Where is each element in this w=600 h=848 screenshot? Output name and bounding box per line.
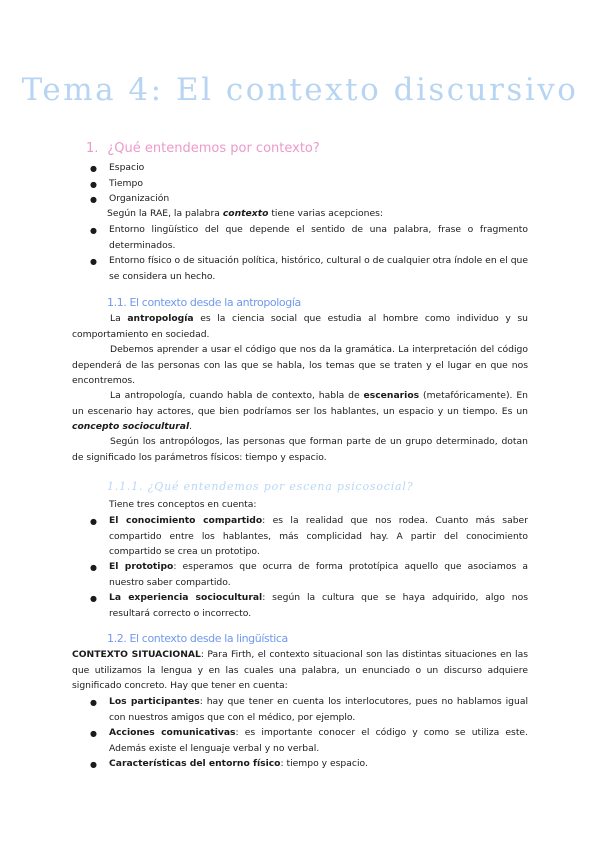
list-item: La experiencia sociocultural: según la cultura que se haya adquirido, algo nos resultará correcto o incorrecto. [109,592,528,619]
list-item: Espacio [109,162,145,173]
bullet-icon: ● [90,164,97,173]
list-item: Características del entorno físico: tiempo y espacio. [109,758,368,769]
list-item: Organización [109,193,170,204]
list-item: Los participantes: hay que tener en cuenta los interlocutores, pues no hablamos igual con nuestros amigos que con el médico, por ejemplo. [109,696,528,723]
rae-intro: Según la RAE, la palabra contexto tiene varias acepciones: [107,208,384,219]
paragraph: La antropología, cuando habla de contexto, habla de escenarios (metafóricamente). En un escenario hay actores, que bien podríamos ser los hablantes, un espacio y un tiempo. Es un concepto sociocultural. [72,390,528,433]
paragraph: Según los antropólogos, las personas que forman parte de un grupo determinado, dotan de significado los parámetros físicos: tiempo y espacio. [72,436,528,463]
section-1-heading [86,141,320,156]
paragraph: Tiene tres conceptos en cuenta: [109,499,257,510]
list-item: Acciones comunicativas: es importante conocer el código y como se utiliza este. Además existe el lenguaje verbal y no verbal. [109,727,528,754]
section-1-1-1-heading: 1.1.1. ¿Qué entendemos por escena psicosocial? [107,480,414,493]
list-item: Tiempo [109,178,143,189]
bullet-icon: ● [90,729,97,738]
bullet-icon: ● [90,257,97,266]
bullet-icon: ● [90,226,97,235]
bullet-icon: ● [90,195,97,204]
bullet-icon: ● [90,563,97,572]
bullet-icon: ● [90,698,97,707]
paragraph: La antropología es la ciencia social que estudia al hombre como individuo y su comportamiento en sociedad. [72,313,528,340]
keyword: contexto [222,208,269,219]
page-title: Tema 4: El contexto discursivo [21,72,579,108]
list-item: Entorno lingüístico del que depende el sentido de una palabra, frase o fragmento determinados. [109,224,528,251]
bullet-icon: ● [90,517,97,526]
section-1-1-heading: 1.1. El contexto desde la antropología [107,296,301,309]
bullet-icon: ● [90,594,97,603]
section-1-number: 1. [86,141,99,156]
section-1-title: ¿Qué entendemos por contexto? [107,141,320,156]
list-item: Entorno físico o de situación política, histórico, cultural o de cualquier otra índole en el que se considera un hecho. [109,255,528,282]
bullet-icon: ● [90,760,97,769]
list-item: El conocimiento compartido: es la realidad que nos rodea. Cuanto más saber compartido entre los hablantes, más complicidad hay. A partir del conocimiento compartido se crea un prototipo. [109,515,528,558]
bullet-icon: ● [90,180,97,189]
paragraph: CONTEXTO SITUACIONAL: Para Firth, el contexto situacional son las distintas situaciones en las que utilizamos la lengua y en las cuales una palabra, un enunciado o un discurso adquiere significado concreto. Hay que tener en cuenta: [72,649,528,692]
paragraph: Debemos aprender a usar el código que nos da la gramática. La interpretación del código dependerá de las personas con las que se habla, los temas que se traten y el lugar en que nos encontremos. [72,344,528,387]
list-item: El prototipo: esperamos que ocurra de forma prototípica aquello que asociamos a nuestro saber compartido. [109,561,528,588]
section-1-2-heading: 1.2. El contexto desde la lingüística [107,632,288,645]
